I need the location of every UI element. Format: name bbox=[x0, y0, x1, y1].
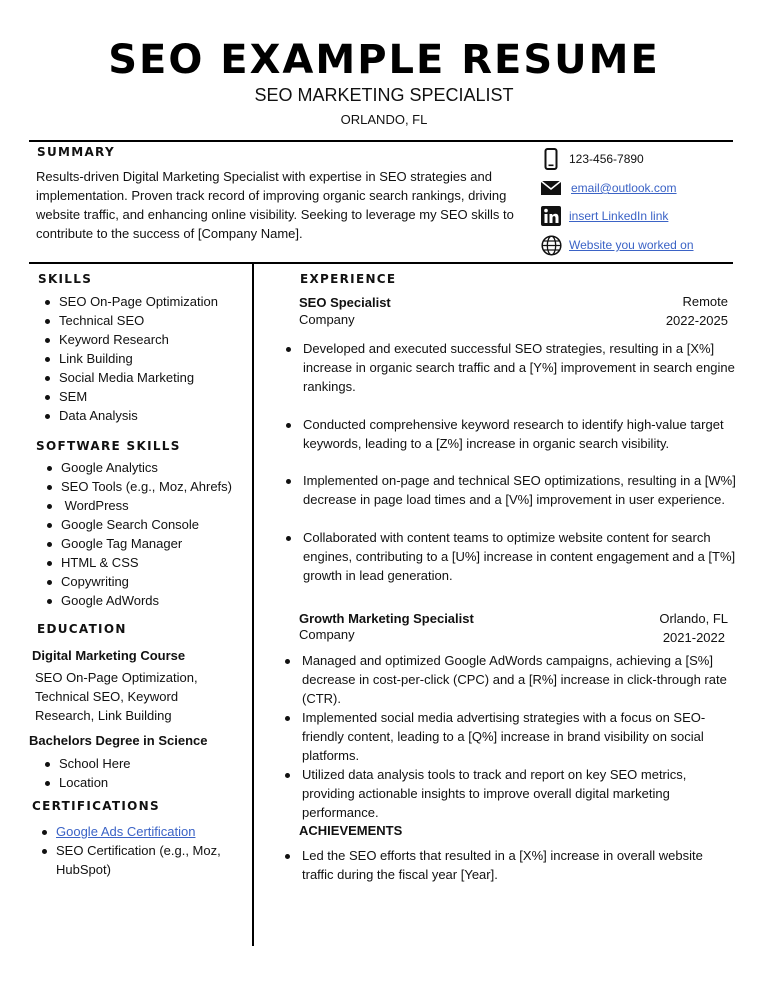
website-link[interactable]: Website you worked on bbox=[569, 238, 694, 252]
job-dates: 2022-2025 bbox=[665, 313, 728, 328]
resume-name: SEO EXAMPLE RESUME bbox=[108, 37, 660, 83]
job-bullets bbox=[285, 651, 747, 708]
list-item: Social Media Marketing bbox=[43, 368, 218, 387]
contact-phone bbox=[540, 148, 750, 170]
list-item: Developed and executed successful SEO strategies, resulting in a [X%] increase in organic search traffic and a [Y%] improvement in search engine rankings. bbox=[286, 339, 736, 396]
list-item: Collaborated with content teams to optimize website content for search engines, contributing to a [U%] increase in content engagement and a [T%] growth in lead generation. bbox=[286, 528, 736, 585]
achievements-list bbox=[285, 846, 735, 884]
job-bullets bbox=[286, 528, 736, 585]
contact-linkedin bbox=[540, 205, 750, 227]
education-heading: EDUCATION bbox=[37, 622, 127, 636]
job-location: Orlando, FL bbox=[659, 611, 728, 626]
list-item: HTML & CSS bbox=[45, 553, 232, 572]
job-bullets bbox=[285, 708, 735, 765]
list-item: Data Analysis bbox=[43, 406, 218, 425]
skills-list bbox=[43, 292, 218, 425]
email-link[interactable]: email@outlook.com bbox=[571, 181, 677, 195]
list-item: Managed and optimized Google AdWords campaigns, achieving a [S%] decrease in cost-per-click (CPC) and a [R%] increase in click-through rate (CTR). bbox=[285, 651, 747, 708]
list-item: Keyword Research bbox=[43, 330, 218, 349]
list-item: Location bbox=[43, 773, 131, 792]
phone-icon bbox=[540, 148, 562, 170]
list-item: Copywriting bbox=[45, 572, 232, 591]
list-item: Link Building bbox=[43, 349, 218, 368]
experience-heading: EXPERIENCE bbox=[300, 272, 397, 286]
list-item: Google Analytics bbox=[45, 458, 232, 477]
list-item: SEO On-Page Optimization bbox=[43, 292, 218, 311]
list-item: School Here bbox=[43, 754, 131, 773]
list-item: Implemented on-page and technical SEO optimizations, resulting in a [W%] decrease in page load times and a [V%] improvement in user experience. bbox=[286, 471, 736, 509]
list-item: SEO Tools (e.g., Moz, Ahrefs) bbox=[45, 477, 232, 496]
middle-divider bbox=[29, 262, 733, 264]
list-item: Google Tag Manager bbox=[45, 534, 232, 553]
list-item: Technical SEO bbox=[43, 311, 218, 330]
job-location: Remote bbox=[682, 294, 728, 309]
software-skills-heading: SOFTWARE SKILLS bbox=[36, 439, 181, 453]
linkedin-link[interactable]: insert LinkedIn link bbox=[569, 209, 669, 223]
job-title: SEO Specialist bbox=[299, 295, 391, 310]
job-bullets bbox=[286, 339, 736, 396]
summary-heading: SUMMARY bbox=[37, 145, 115, 159]
top-divider bbox=[29, 140, 733, 142]
resume-location: ORLANDO, FL bbox=[340, 112, 428, 127]
linkedin-icon bbox=[540, 205, 562, 227]
list-item: SEO Certification (e.g., Moz, HubSpot) bbox=[40, 841, 240, 879]
job-dates: 2021-2022 bbox=[662, 630, 725, 645]
achievements-heading: ACHIEVEMENTS bbox=[299, 823, 403, 838]
resume-header bbox=[0, 36, 768, 128]
list-item: Led the SEO efforts that resulted in a [X%] increase in overall website traffic during the fiscal year [Year]. bbox=[285, 846, 735, 884]
list-item: Conducted comprehensive keyword research to identify high-value target keywords, leading to a [Z%] increase in organic search visibility. bbox=[286, 415, 736, 453]
course-title: Digital Marketing Course bbox=[32, 648, 186, 663]
job-bullets bbox=[285, 765, 735, 822]
contact-email bbox=[540, 177, 750, 199]
job-bullets bbox=[286, 415, 736, 453]
certifications-list bbox=[40, 822, 240, 879]
list-item: Google Search Console bbox=[45, 515, 232, 534]
phone-text: 123-456-7890 bbox=[569, 152, 644, 166]
column-divider bbox=[252, 264, 254, 946]
job-title: Growth Marketing Specialist bbox=[299, 611, 474, 626]
skills-heading: SKILLS bbox=[38, 272, 93, 286]
summary-text: Results-driven Digital Marketing Specialist with expertise in SEO strategies and implementation. Proven track record of improving organic search rankings, driving website traffic, and enhancing online visibility. Seeking to leverage my SEO skills to contribute to the success of [Company Name]. bbox=[36, 169, 514, 241]
list-item: WordPress bbox=[45, 496, 232, 515]
list-item: SEM bbox=[43, 387, 218, 406]
list-item: Implemented social media advertising strategies with a focus on SEO-friendly content, leading to a [Q%] increase in brand visibility on social platforms. bbox=[285, 708, 735, 765]
job-bullets bbox=[286, 471, 736, 509]
certifications-heading: CERTIFICATIONS bbox=[32, 799, 160, 813]
contact-website bbox=[540, 234, 750, 256]
degree-details bbox=[43, 754, 131, 792]
globe-icon bbox=[540, 234, 562, 256]
list-item: Google AdWords bbox=[45, 591, 232, 610]
course-description: SEO On-Page Optimization, Technical SEO, Keyword Research, Link Building bbox=[35, 670, 198, 723]
resume-role: SEO MARKETING SPECIALIST bbox=[254, 85, 514, 105]
degree-title: Bachelors Degree in Science bbox=[29, 733, 208, 748]
certification-link[interactable]: Google Ads Certification bbox=[56, 824, 196, 839]
job-company: Company bbox=[299, 627, 355, 642]
job-company: Company bbox=[299, 312, 355, 327]
list-item bbox=[40, 822, 240, 841]
email-icon bbox=[540, 177, 562, 199]
list-item: Utilized data analysis tools to track and report on key SEO metrics, providing actionable insights to improve overall digital marketing performance. bbox=[285, 765, 735, 822]
software-skills-list bbox=[45, 458, 232, 610]
